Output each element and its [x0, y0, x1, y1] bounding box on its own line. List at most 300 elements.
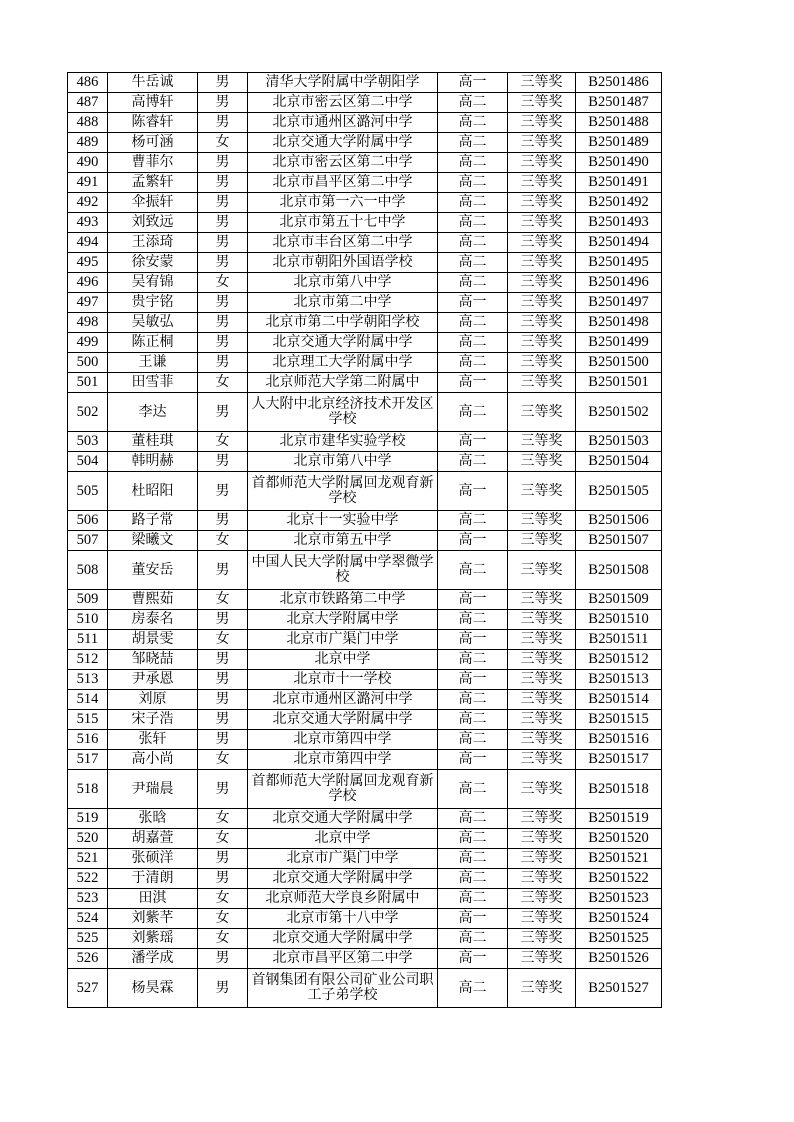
grade-level-cell: 高二	[438, 233, 508, 253]
certificate-code-cell: B2501510	[576, 610, 662, 630]
certificate-code-cell: B2501512	[576, 650, 662, 670]
row-number-cell: 512	[68, 650, 108, 670]
row-number-cell: 496	[68, 273, 108, 293]
school-name-cell: 北京市第四中学	[248, 730, 438, 750]
grade-level-cell: 高一	[438, 909, 508, 929]
student-name-cell: 胡景雯	[108, 630, 198, 650]
award-level-cell: 三等奖	[508, 869, 576, 889]
school-name-cell: 北京市第二中学朝阳学校	[248, 313, 438, 333]
student-name-cell: 贵宇铭	[108, 293, 198, 313]
gender-cell: 男	[198, 730, 248, 750]
school-name-cell: 北京市建华实验学校	[248, 432, 438, 452]
row-number-cell: 527	[68, 969, 108, 1008]
row-number-cell: 520	[68, 829, 108, 849]
row-number-cell: 526	[68, 949, 108, 969]
student-name-cell: 田雪菲	[108, 373, 198, 393]
row-number-cell: 515	[68, 710, 108, 730]
table-row	[68, 929, 662, 949]
table-row	[68, 650, 662, 670]
row-number-cell: 510	[68, 610, 108, 630]
school-name-cell: 北京中学	[248, 650, 438, 670]
table-row	[68, 452, 662, 472]
gender-cell: 男	[198, 690, 248, 710]
student-name-cell: 陈正桐	[108, 333, 198, 353]
table-row	[68, 949, 662, 969]
certificate-code-cell: B2501491	[576, 173, 662, 193]
row-number-cell: 511	[68, 630, 108, 650]
grade-level-cell: 高二	[438, 393, 508, 432]
school-name-cell: 清华大学附属中学朝阳学	[248, 73, 438, 93]
row-number-cell: 504	[68, 452, 108, 472]
award-level-cell: 三等奖	[508, 889, 576, 909]
award-level-cell: 三等奖	[508, 531, 576, 551]
gender-cell: 男	[198, 551, 248, 590]
award-level-cell: 三等奖	[508, 333, 576, 353]
grade-level-cell: 高二	[438, 869, 508, 889]
table-row	[68, 710, 662, 730]
row-number-cell: 508	[68, 551, 108, 590]
award-level-cell: 三等奖	[508, 909, 576, 929]
grade-level-cell: 高二	[438, 610, 508, 630]
student-name-cell: 曹熙茹	[108, 590, 198, 610]
row-number-cell: 519	[68, 809, 108, 829]
school-name-cell: 北京师范大学良乡附属中	[248, 889, 438, 909]
school-name-cell: 北京交通大学附属中学	[248, 929, 438, 949]
table-row	[68, 750, 662, 770]
grade-level-cell: 高二	[438, 173, 508, 193]
student-name-cell: 牛岳诚	[108, 73, 198, 93]
certificate-code-cell: B2501508	[576, 551, 662, 590]
certificate-code-cell: B2501513	[576, 670, 662, 690]
certificate-code-cell: B2501525	[576, 929, 662, 949]
grade-level-cell: 高二	[438, 193, 508, 213]
certificate-code-cell: B2501494	[576, 233, 662, 253]
award-level-cell: 三等奖	[508, 133, 576, 153]
certificate-code-cell: B2501498	[576, 313, 662, 333]
gender-cell: 女	[198, 929, 248, 949]
table-row	[68, 133, 662, 153]
award-level-cell: 三等奖	[508, 472, 576, 511]
row-number-cell: 507	[68, 531, 108, 551]
school-name-cell: 北京市第一六一中学	[248, 193, 438, 213]
table-row	[68, 690, 662, 710]
gender-cell: 男	[198, 193, 248, 213]
gender-cell: 男	[198, 650, 248, 670]
certificate-code-cell: B2501527	[576, 969, 662, 1008]
school-name-cell: 北京交通大学附属中学	[248, 809, 438, 829]
award-level-cell: 三等奖	[508, 173, 576, 193]
certificate-code-cell: B2501524	[576, 909, 662, 929]
certificate-code-cell: B2501505	[576, 472, 662, 511]
grade-level-cell: 高一	[438, 472, 508, 511]
table-row	[68, 373, 662, 393]
award-level-cell: 三等奖	[508, 849, 576, 869]
table-row	[68, 313, 662, 333]
certificate-code-cell: B2501502	[576, 393, 662, 432]
gender-cell: 女	[198, 909, 248, 929]
grade-level-cell: 高一	[438, 293, 508, 313]
award-level-cell: 三等奖	[508, 969, 576, 1008]
school-name-cell: 北京市密云区第二中学	[248, 153, 438, 173]
school-name-cell: 中国人民大学附属中学翠微学校	[248, 551, 438, 590]
award-level-cell: 三等奖	[508, 253, 576, 273]
grade-level-cell: 高二	[438, 313, 508, 333]
table-row	[68, 273, 662, 293]
grade-level-cell: 高一	[438, 750, 508, 770]
row-number-cell: 491	[68, 173, 108, 193]
gender-cell: 男	[198, 293, 248, 313]
gender-cell: 男	[198, 233, 248, 253]
school-name-cell: 首都师范大学附属回龙观育新学校	[248, 770, 438, 809]
student-name-cell: 董桂琪	[108, 432, 198, 452]
table-row	[68, 770, 662, 809]
school-name-cell: 北京市第十八中学	[248, 909, 438, 929]
gender-cell: 男	[198, 949, 248, 969]
grade-level-cell: 高二	[438, 690, 508, 710]
table-row	[68, 93, 662, 113]
gender-cell: 女	[198, 590, 248, 610]
award-level-cell: 三等奖	[508, 233, 576, 253]
row-number-cell: 525	[68, 929, 108, 949]
certificate-code-cell: B2501518	[576, 770, 662, 809]
student-name-cell: 董安岳	[108, 551, 198, 590]
gender-cell: 男	[198, 969, 248, 1008]
student-name-cell: 高博轩	[108, 93, 198, 113]
grade-level-cell: 高二	[438, 929, 508, 949]
award-level-cell: 三等奖	[508, 730, 576, 750]
school-name-cell: 北京市铁路第二中学	[248, 590, 438, 610]
grade-level-cell: 高二	[438, 710, 508, 730]
certificate-code-cell: B2501516	[576, 730, 662, 750]
row-number-cell: 503	[68, 432, 108, 452]
award-level-cell: 三等奖	[508, 293, 576, 313]
award-level-cell: 三等奖	[508, 353, 576, 373]
table-row	[68, 730, 662, 750]
gender-cell: 女	[198, 273, 248, 293]
student-name-cell: 杨昊霖	[108, 969, 198, 1008]
award-level-cell: 三等奖	[508, 373, 576, 393]
grade-level-cell: 高二	[438, 452, 508, 472]
student-name-cell: 张晗	[108, 809, 198, 829]
school-name-cell: 北京交通大学附属中学	[248, 710, 438, 730]
gender-cell: 女	[198, 373, 248, 393]
grade-level-cell: 高二	[438, 273, 508, 293]
student-name-cell: 梁曦文	[108, 531, 198, 551]
student-name-cell: 田淇	[108, 889, 198, 909]
gender-cell: 男	[198, 113, 248, 133]
row-number-cell: 493	[68, 213, 108, 233]
school-name-cell: 北京市第八中学	[248, 273, 438, 293]
table-row	[68, 113, 662, 133]
grade-level-cell: 高二	[438, 511, 508, 531]
school-name-cell: 北京市昌平区第二中学	[248, 173, 438, 193]
row-number-cell: 524	[68, 909, 108, 929]
grade-level-cell: 高一	[438, 373, 508, 393]
certificate-code-cell: B2501523	[576, 889, 662, 909]
student-name-cell: 李达	[108, 393, 198, 432]
gender-cell: 男	[198, 73, 248, 93]
table-row	[68, 829, 662, 849]
table-row	[68, 909, 662, 929]
grade-level-cell: 高一	[438, 432, 508, 452]
grade-level-cell: 高二	[438, 113, 508, 133]
school-name-cell: 北京十一实验中学	[248, 511, 438, 531]
student-name-cell: 王添琦	[108, 233, 198, 253]
table-row	[68, 670, 662, 690]
certificate-code-cell: B2501503	[576, 432, 662, 452]
award-level-cell: 三等奖	[508, 809, 576, 829]
gender-cell: 男	[198, 393, 248, 432]
certificate-code-cell: B2501495	[576, 253, 662, 273]
student-name-cell: 刘原	[108, 690, 198, 710]
row-number-cell: 497	[68, 293, 108, 313]
row-number-cell: 501	[68, 373, 108, 393]
table-row	[68, 610, 662, 630]
table-row	[68, 432, 662, 452]
certificate-code-cell: B2501519	[576, 809, 662, 829]
grade-level-cell: 高一	[438, 670, 508, 690]
table-row	[68, 531, 662, 551]
school-name-cell: 北京市广渠门中学	[248, 630, 438, 650]
row-number-cell: 498	[68, 313, 108, 333]
certificate-code-cell: B2501501	[576, 373, 662, 393]
gender-cell: 女	[198, 531, 248, 551]
table-row	[68, 253, 662, 273]
row-number-cell: 502	[68, 393, 108, 432]
gender-cell: 男	[198, 333, 248, 353]
grade-level-cell: 高二	[438, 770, 508, 809]
gender-cell: 男	[198, 213, 248, 233]
gender-cell: 女	[198, 889, 248, 909]
gender-cell: 女	[198, 750, 248, 770]
table-row	[68, 809, 662, 829]
row-number-cell: 505	[68, 472, 108, 511]
award-level-cell: 三等奖	[508, 610, 576, 630]
grade-level-cell: 高二	[438, 969, 508, 1008]
student-name-cell: 张轩	[108, 730, 198, 750]
school-name-cell: 北京市第八中学	[248, 452, 438, 472]
gender-cell: 男	[198, 93, 248, 113]
award-level-cell: 三等奖	[508, 113, 576, 133]
student-name-cell: 邹晓喆	[108, 650, 198, 670]
gender-cell: 男	[198, 253, 248, 273]
certificate-code-cell: B2501511	[576, 630, 662, 650]
certificate-code-cell: B2501490	[576, 153, 662, 173]
certificate-code-cell: B2501521	[576, 849, 662, 869]
table-row	[68, 353, 662, 373]
table-row	[68, 393, 662, 432]
student-name-cell: 尹承恩	[108, 670, 198, 690]
table-row	[68, 869, 662, 889]
gender-cell: 男	[198, 869, 248, 889]
award-level-cell: 三等奖	[508, 710, 576, 730]
award-roster-table	[67, 72, 662, 1008]
gender-cell: 男	[198, 770, 248, 809]
certificate-code-cell: B2501488	[576, 113, 662, 133]
row-number-cell: 518	[68, 770, 108, 809]
certificate-code-cell: B2501493	[576, 213, 662, 233]
table-row	[68, 551, 662, 590]
student-name-cell: 房泰名	[108, 610, 198, 630]
certificate-code-cell: B2501522	[576, 869, 662, 889]
school-name-cell: 北京市昌平区第二中学	[248, 949, 438, 969]
student-name-cell: 吴敏弘	[108, 313, 198, 333]
student-name-cell: 韩明赫	[108, 452, 198, 472]
row-number-cell: 490	[68, 153, 108, 173]
school-name-cell: 北京市朝阳外国语学校	[248, 253, 438, 273]
award-level-cell: 三等奖	[508, 770, 576, 809]
table-row	[68, 590, 662, 610]
table-row	[68, 173, 662, 193]
school-name-cell: 北京市通州区潞河中学	[248, 113, 438, 133]
grade-level-cell: 高二	[438, 133, 508, 153]
row-number-cell: 516	[68, 730, 108, 750]
table-row	[68, 889, 662, 909]
grade-level-cell: 高一	[438, 73, 508, 93]
award-level-cell: 三等奖	[508, 630, 576, 650]
table-row	[68, 630, 662, 650]
grade-level-cell: 高一	[438, 949, 508, 969]
certificate-code-cell: B2501500	[576, 353, 662, 373]
row-number-cell: 499	[68, 333, 108, 353]
award-level-cell: 三等奖	[508, 949, 576, 969]
row-number-cell: 523	[68, 889, 108, 909]
award-level-cell: 三等奖	[508, 452, 576, 472]
roster-body	[68, 73, 662, 1008]
award-level-cell: 三等奖	[508, 393, 576, 432]
gender-cell: 女	[198, 809, 248, 829]
award-level-cell: 三等奖	[508, 193, 576, 213]
school-name-cell: 北京市密云区第二中学	[248, 93, 438, 113]
certificate-code-cell: B2501526	[576, 949, 662, 969]
award-level-cell: 三等奖	[508, 929, 576, 949]
gender-cell: 男	[198, 472, 248, 511]
grade-level-cell: 高一	[438, 590, 508, 610]
gender-cell: 男	[198, 153, 248, 173]
gender-cell: 男	[198, 849, 248, 869]
grade-level-cell: 高二	[438, 93, 508, 113]
grade-level-cell: 高一	[438, 531, 508, 551]
school-name-cell: 北京市十一学校	[248, 670, 438, 690]
student-name-cell: 张硕洋	[108, 849, 198, 869]
award-level-cell: 三等奖	[508, 432, 576, 452]
student-name-cell: 伞振轩	[108, 193, 198, 213]
row-number-cell: 486	[68, 73, 108, 93]
award-level-cell: 三等奖	[508, 750, 576, 770]
student-name-cell: 王谦	[108, 353, 198, 373]
grade-level-cell: 高二	[438, 353, 508, 373]
gender-cell: 女	[198, 432, 248, 452]
certificate-code-cell: B2501515	[576, 710, 662, 730]
school-name-cell: 首都师范大学附属回龙观育新学校	[248, 472, 438, 511]
grade-level-cell: 高二	[438, 153, 508, 173]
award-level-cell: 三等奖	[508, 93, 576, 113]
student-name-cell: 高小尚	[108, 750, 198, 770]
school-name-cell: 北京市第五中学	[248, 531, 438, 551]
gender-cell: 男	[198, 511, 248, 531]
row-number-cell: 522	[68, 869, 108, 889]
award-level-cell: 三等奖	[508, 829, 576, 849]
row-number-cell: 494	[68, 233, 108, 253]
row-number-cell: 517	[68, 750, 108, 770]
award-level-cell: 三等奖	[508, 670, 576, 690]
student-name-cell: 徐安蒙	[108, 253, 198, 273]
student-name-cell: 刘紫芊	[108, 909, 198, 929]
table-row	[68, 193, 662, 213]
school-name-cell: 北京市第五十七中学	[248, 213, 438, 233]
row-number-cell: 488	[68, 113, 108, 133]
student-name-cell: 杨可涵	[108, 133, 198, 153]
certificate-code-cell: B2501514	[576, 690, 662, 710]
table-row	[68, 333, 662, 353]
student-name-cell: 吴宥锦	[108, 273, 198, 293]
certificate-code-cell: B2501504	[576, 452, 662, 472]
school-name-cell: 北京交通大学附属中学	[248, 869, 438, 889]
row-number-cell: 521	[68, 849, 108, 869]
certificate-code-cell: B2501492	[576, 193, 662, 213]
award-level-cell: 三等奖	[508, 73, 576, 93]
school-name-cell: 北京市丰台区第二中学	[248, 233, 438, 253]
student-name-cell: 刘致远	[108, 213, 198, 233]
gender-cell: 男	[198, 610, 248, 630]
gender-cell: 女	[198, 829, 248, 849]
school-name-cell: 北京中学	[248, 829, 438, 849]
gender-cell: 男	[198, 670, 248, 690]
gender-cell: 女	[198, 133, 248, 153]
grade-level-cell: 高二	[438, 213, 508, 233]
grade-level-cell: 高一	[438, 630, 508, 650]
grade-level-cell: 高二	[438, 650, 508, 670]
student-name-cell: 刘紫瑶	[108, 929, 198, 949]
school-name-cell: 北京交通大学附属中学	[248, 333, 438, 353]
certificate-code-cell: B2501486	[576, 73, 662, 93]
table-row	[68, 472, 662, 511]
certificate-code-cell: B2501496	[576, 273, 662, 293]
student-name-cell: 于清朗	[108, 869, 198, 889]
school-name-cell: 北京理工大学附属中学	[248, 353, 438, 373]
school-name-cell: 北京市广渠门中学	[248, 849, 438, 869]
award-level-cell: 三等奖	[508, 213, 576, 233]
school-name-cell: 北京大学附属中学	[248, 610, 438, 630]
table-row	[68, 213, 662, 233]
row-number-cell: 514	[68, 690, 108, 710]
grade-level-cell: 高二	[438, 849, 508, 869]
row-number-cell: 513	[68, 670, 108, 690]
grade-level-cell: 高二	[438, 730, 508, 750]
row-number-cell: 495	[68, 253, 108, 273]
gender-cell: 男	[198, 710, 248, 730]
certificate-code-cell: B2501487	[576, 93, 662, 113]
row-number-cell: 509	[68, 590, 108, 610]
student-name-cell: 尹瑞晨	[108, 770, 198, 809]
certificate-code-cell: B2501507	[576, 531, 662, 551]
student-name-cell: 潘学成	[108, 949, 198, 969]
student-name-cell: 宋子浩	[108, 710, 198, 730]
grade-level-cell: 高二	[438, 809, 508, 829]
school-name-cell: 北京交通大学附属中学	[248, 133, 438, 153]
school-name-cell: 北京师范大学第二附属中	[248, 373, 438, 393]
student-name-cell: 杜昭阳	[108, 472, 198, 511]
certificate-code-cell: B2501517	[576, 750, 662, 770]
row-number-cell: 489	[68, 133, 108, 153]
student-name-cell: 胡嘉萱	[108, 829, 198, 849]
certificate-code-cell: B2501509	[576, 590, 662, 610]
row-number-cell: 492	[68, 193, 108, 213]
gender-cell: 男	[198, 313, 248, 333]
award-level-cell: 三等奖	[508, 511, 576, 531]
table-row	[68, 969, 662, 1008]
student-name-cell: 孟繁轩	[108, 173, 198, 193]
